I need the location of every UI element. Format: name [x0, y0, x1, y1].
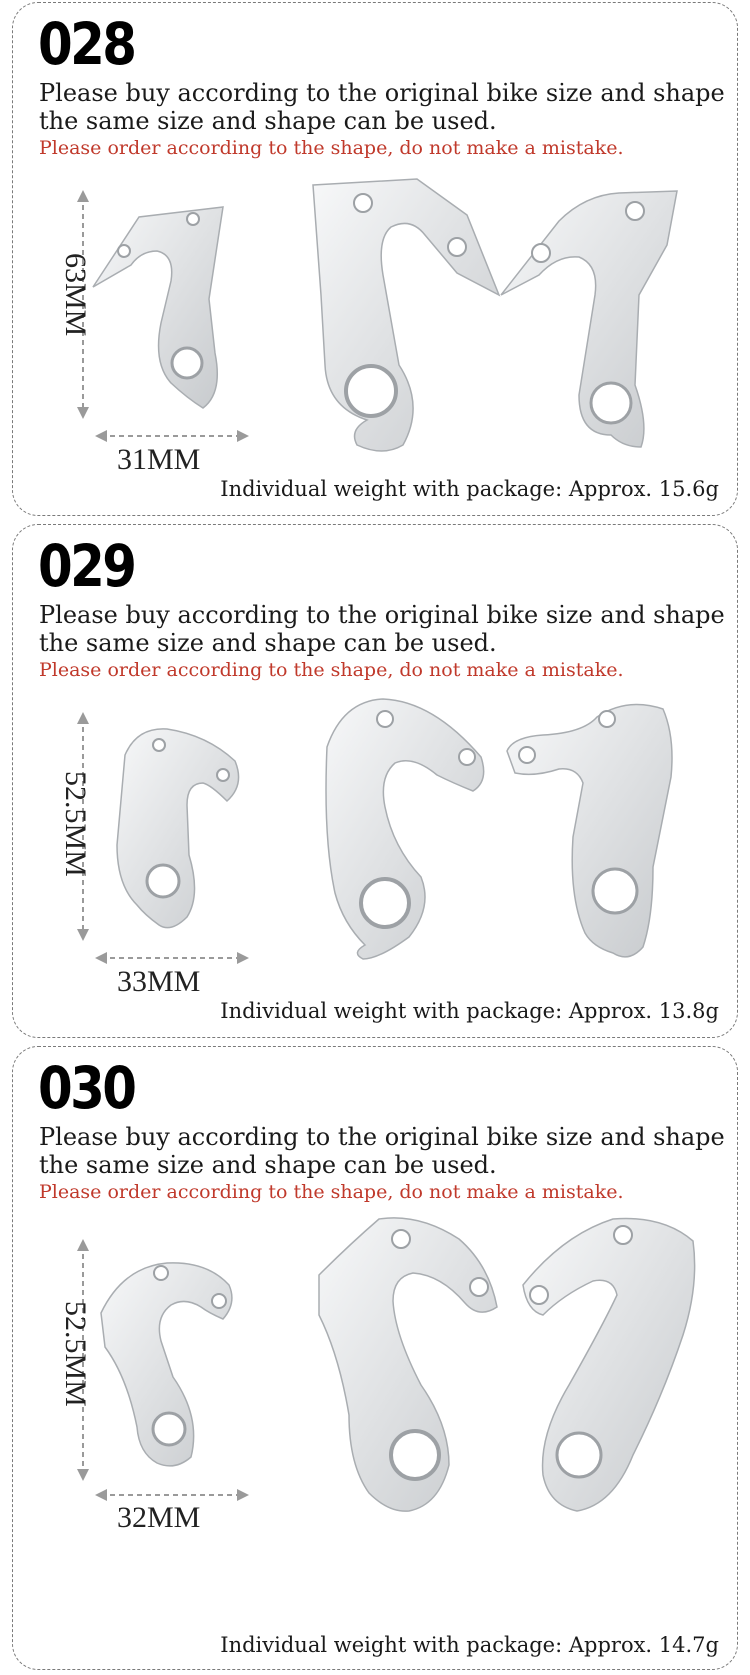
- hanger-photo-back: [513, 1215, 703, 1515]
- description-line-1: Please buy according to the original bike size and shape: [39, 1123, 725, 1151]
- warning-text: Please order according to the shape, do not make a mistake.: [39, 137, 624, 159]
- height-dimension-label: 52.5MM: [59, 771, 92, 877]
- product-panel-029: [12, 524, 738, 1038]
- model-code: 030: [38, 1054, 135, 1122]
- product-panel-028: [12, 2, 738, 516]
- warning-text: Please order according to the shape, do not make a mistake.: [39, 1181, 624, 1203]
- description-line-2: the same size and shape can be used.: [39, 629, 497, 657]
- description: [39, 601, 725, 657]
- hanger-photo-front: [309, 1215, 509, 1515]
- product-panel-030: [12, 1046, 738, 1670]
- width-dimension-label: 31MM: [117, 443, 201, 476]
- height-dimension-label: 63MM: [59, 253, 92, 337]
- description-line-2: the same size and shape can be used.: [39, 1151, 497, 1179]
- model-code: 028: [38, 10, 135, 78]
- hanger-photo-back: [499, 185, 689, 465]
- width-dimension-label: 33MM: [117, 965, 201, 998]
- weight-info: Individual weight with package: Approx. 15.6g: [220, 477, 719, 501]
- warning-text: Please order according to the shape, do not make a mistake.: [39, 659, 624, 681]
- hanger-photo-small: [107, 725, 257, 935]
- height-dimension-label: 52.5MM: [59, 1301, 92, 1407]
- hanger-photo-small: [91, 203, 241, 413]
- description: [39, 1123, 725, 1179]
- hanger-photo-small: [97, 1257, 247, 1477]
- description: [39, 79, 725, 135]
- width-dimension-label: 32MM: [117, 1501, 201, 1534]
- hanger-photo-back: [503, 697, 683, 977]
- description-line-2: the same size and shape can be used.: [39, 107, 497, 135]
- hanger-photo-front: [307, 175, 507, 465]
- description-line-1: Please buy according to the original bike size and shape: [39, 79, 725, 107]
- model-code: 029: [38, 532, 135, 600]
- weight-info: Individual weight with package: Approx. 14.7g: [220, 1633, 719, 1657]
- description-line-1: Please buy according to the original bike size and shape: [39, 601, 725, 629]
- weight-info: Individual weight with package: Approx. 13.8g: [220, 999, 719, 1023]
- hanger-photo-front: [313, 697, 503, 977]
